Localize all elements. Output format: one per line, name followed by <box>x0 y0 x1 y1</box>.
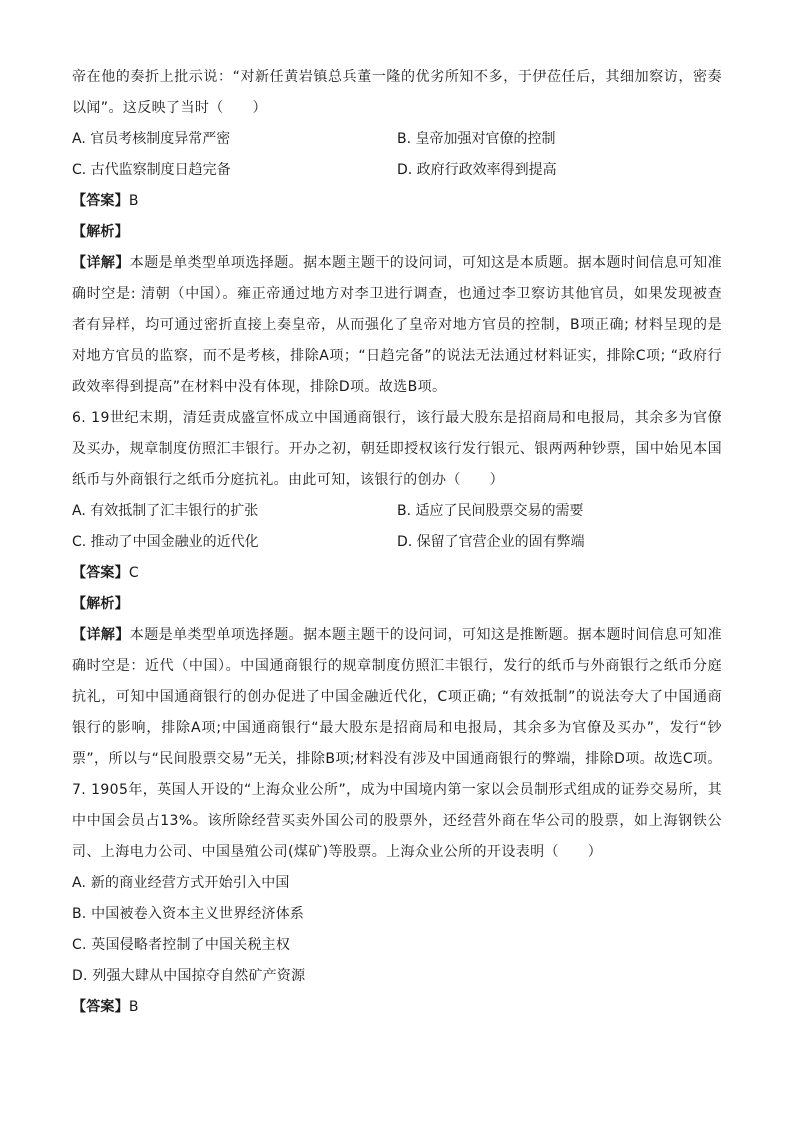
question-5-option-d: D. 政府行政效率得到提高 <box>397 162 557 178</box>
question-6-option-d: D. 保留了官营企业的固有弊端 <box>397 534 585 550</box>
answer-tag: 【答案】 <box>72 565 129 581</box>
question-6-analysis-tag: 【解析】 <box>72 596 129 612</box>
answer-tag: 【答案】 <box>72 999 129 1015</box>
question-5-option-b: B. 皇帝加强对官僚的控制 <box>397 131 556 147</box>
question-7-option-a: A. 新的商业经营方式开始引入中国 <box>72 875 290 891</box>
answer-value: B <box>128 193 139 209</box>
question-5-options-row-1 <box>72 124 722 155</box>
document-page <box>72 62 722 1023</box>
detail-tag: 【详解】 <box>72 627 130 643</box>
detail-text: 本题是单类型单项选择题。据本题主题干的设问词，可知这是推断题。据本题时间信息可知准确时空是：近代（中国）。中国通商银行的规章制度仿照汇丰银行，发行的纸币与外商银行之纸币分庭抗礼，可知中国通商银行的创办促进了中国金融近代化，C项正确; “有效抵制”的说法夸大了中国通商银行的影响，排除A项;中国通商银行“最大股东是招商局和电报局，其余多为官僚及买办”，发行“钞票”，所以与“民间股票交易”无关，排除B项;材料没有涉及中国通商银行的弊端，排除D项。故选C项。 <box>72 627 722 767</box>
question-6-detail <box>72 620 722 775</box>
question-7-option-b: B. 中国被卷入资本主义世界经济体系 <box>72 906 305 922</box>
question-7-answer <box>72 992 722 1023</box>
question-7-option-c: C. 英国侵略者控制了中国关税主权 <box>72 937 291 953</box>
question-5-option-a: A. 官员考核制度异常严密 <box>72 131 231 147</box>
question-6-answer <box>72 558 722 589</box>
answer-tag: 【答案】 <box>72 193 129 209</box>
question-7-option-d: D. 列强大肆从中国掠夺自然矿产资源 <box>72 968 306 984</box>
question-5-stem: 帝在他的奏折上批示说：“对新任黄岩镇总兵董一隆的优劣所知不多，于伊莅任后，其细加察访，密奏以闻”。这反映了当时（ ） <box>72 69 722 116</box>
question-6-option-a: A. 有效抵制了汇丰银行的扩张 <box>72 503 259 519</box>
question-5-options-row-2 <box>72 155 722 186</box>
detail-tag: 【详解】 <box>72 255 130 271</box>
question-6-option-b: B. 适应了民间股票交易的需要 <box>397 503 584 519</box>
question-5-detail <box>72 248 722 403</box>
question-6-options-row-1 <box>72 496 722 527</box>
question-6-options-row-2 <box>72 527 722 558</box>
question-5-answer <box>72 186 722 217</box>
question-6-option-c: C. 推动了中国金融业的近代化 <box>72 534 259 550</box>
answer-value: C <box>128 565 139 581</box>
question-7-stem: 7. 1905年，英国人开设的“上海众业公所”，成为中国境内第一家以会员制形式组成的证券交易所，其中中国会员占13%。该所除经营买卖外国公司的股票外，还经营外商在华公司的股票，如上海钢铁公司、上海电力公司、中国垦殖公司(煤矿)等股票。上海众业公所的开设表明（ ） <box>72 782 722 860</box>
question-5-option-c: C. 古代监察制度日趋完备 <box>72 162 231 178</box>
detail-text: 本题是单类型单项选择题。据本题主题干的设问词，可知这是本质题。据本题时间信息可知准确时空是: 清朝（中国）。雍正帝通过地方对李卫进行调查，也通过李卫察访其他官员，如果发现被查者有异样，均可通过密折直接上奏皇帝，从而强化了皇帝对地方官员的控制，B项正确; 材料呈现的是对地方官员的监察，而不是考核，排除A项；“日趋完备”的说法无法通过材料证实，排除C项; “政府行政效率得到提高”在材料中没有体现，排除D项。故选B项。 <box>72 255 722 395</box>
answer-value: B <box>128 999 139 1015</box>
question-5-analysis-tag: 【解析】 <box>72 224 129 240</box>
question-6-stem: 6. 19世纪末期，清廷责成盛宣怀成立中国通商银行，该行最大股东是招商局和电报局，其余多为官僚及买办，规章制度仿照汇丰银行。开办之初，朝廷即授权该行发行银元、银两两种钞票，国中始见本国纸币与外商银行之纸币分庭抗礼。由此可知，该银行的创办（ ） <box>72 410 722 488</box>
